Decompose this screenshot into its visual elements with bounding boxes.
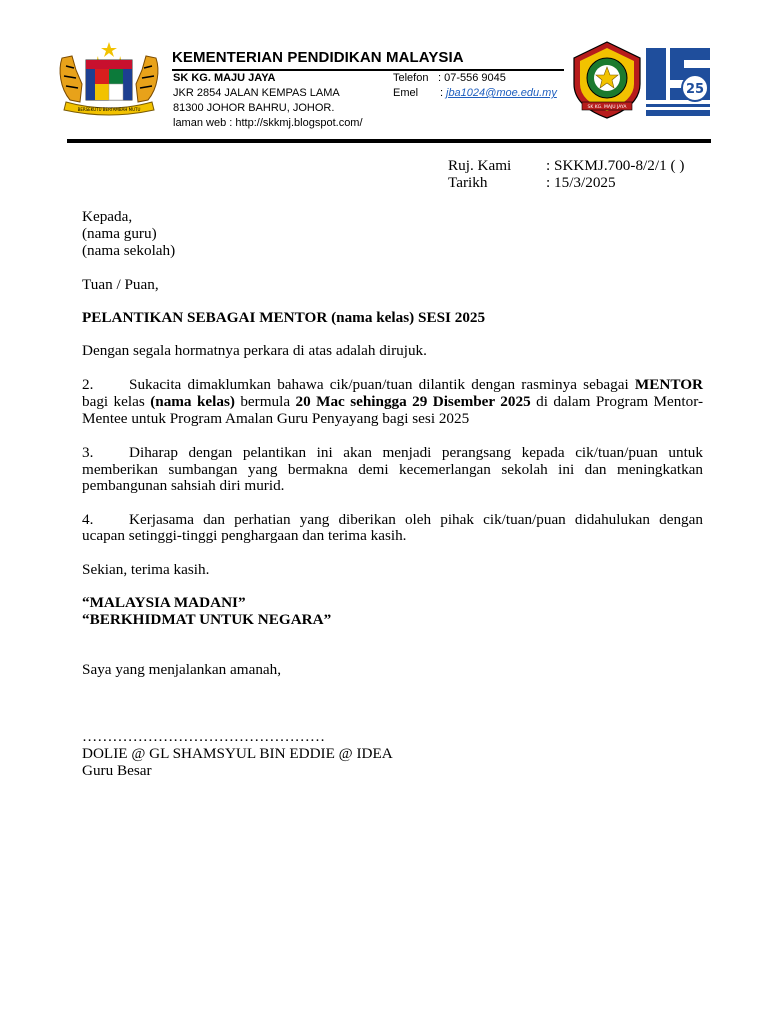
para2-text-b: bagi kelas xyxy=(82,393,151,410)
para2-mentor: MENTOR xyxy=(634,376,703,393)
slogan-2: “BERKHIDMAT UNTUK NEGARA” xyxy=(82,611,332,628)
para2-date-range: 20 Mac sehingga 29 Disember 2025 xyxy=(295,393,531,410)
school-logo-icon xyxy=(570,40,644,120)
email-link[interactable]: jba1024@moe.edu.my xyxy=(446,87,557,99)
ministry-name: KEMENTERIAN PENDIDIKAN MALAYSIA xyxy=(172,49,464,66)
para2-number: 2. xyxy=(82,376,94,393)
para4-text-1: Kerjasama dan perhatian yang diberikan oleh pihak cik/tuan/puan didahulukan dengan xyxy=(129,511,703,528)
para3-text-1: Diharap dengan pelantikan ini akan menjadi perangsang kepada cik/tuan/puan untuk xyxy=(129,444,703,461)
kpm-logo-number: 25 xyxy=(685,82,705,97)
para2-text-d: di dalam Program Mentor- xyxy=(530,393,704,410)
header-divider-thick xyxy=(67,139,711,143)
malaysia-coat-of-arms-icon xyxy=(58,40,160,116)
school-name: SK KG. MAJU JAYA xyxy=(173,72,276,84)
para2-line2 xyxy=(82,393,703,410)
recipient-to: Kepada, xyxy=(82,208,133,225)
reference-label: Ruj. Kami xyxy=(448,157,512,174)
header-divider-thin xyxy=(172,69,564,71)
closing-line: Sekian, terima kasih. xyxy=(82,561,210,578)
date-label: Tarikh xyxy=(448,174,488,191)
address-line-2: 81300 JOHOR BAHRU, JOHOR. xyxy=(173,102,335,114)
email-label: Emel xyxy=(393,87,419,99)
telephone-label: Telefon xyxy=(393,72,429,84)
recipient-teacher: (nama guru) xyxy=(82,225,157,242)
para2-text-a: Sukacita dimaklumkan bahawa cik/puan/tuan dilantik dengan rasminya sebagai xyxy=(129,376,635,393)
email-colon: : xyxy=(440,87,444,99)
para4-line1 xyxy=(82,511,703,528)
signatory-title: Guru Besar xyxy=(82,762,152,779)
para4-line2: ucapan setinggi-tinggi penghargaan dan terima kasih. xyxy=(82,527,407,544)
para2-text-c: bermula xyxy=(234,393,296,410)
telephone-value: : 07-556 9045 xyxy=(438,72,506,84)
para2-class-name: (nama kelas) xyxy=(150,393,235,410)
para4-number: 4. xyxy=(82,511,94,528)
website-line: laman web : http://skkmj.blogspot.com/ xyxy=(173,117,363,129)
trust-line: Saya yang menjalankan amanah, xyxy=(82,661,282,678)
letter-subject: PELANTIKAN SEBAGAI MENTOR (nama kelas) SESI 2025 xyxy=(82,309,486,326)
para2-line3: Mentee untuk Program Amalan Guru Penyayang bagi sesi 2025 xyxy=(82,410,470,427)
signature-line: ………………………………………… xyxy=(82,728,325,745)
para3-line3: pembangunan sahsiah diri murid. xyxy=(82,477,285,494)
address-line-1: JKR 2854 JALAN KEMPAS LAMA xyxy=(173,87,340,99)
para3-number: 3. xyxy=(82,444,94,461)
salutation: Tuan / Puan, xyxy=(82,276,159,293)
para3-line1 xyxy=(82,444,703,461)
reference-value: : SKKMJ.700-8/2/1 ( ) xyxy=(546,157,685,174)
crest-motto: BERSEKUTU BERTAMBAH MUTU xyxy=(77,107,141,112)
date-value: : 15/3/2025 xyxy=(546,174,616,191)
para3-line2: memberikan sumbangan yang bermakna demi kecemerlangan sekolah ini dan meningkatkan xyxy=(82,461,703,478)
signatory-name: DOLIE @ GL SHAMSYUL BIN EDDIE @ IDEA xyxy=(82,745,393,762)
school-logo-text: SK KG. MAJU JAYA xyxy=(587,105,627,110)
ministry-education-logo-icon xyxy=(644,44,714,120)
para2-line1 xyxy=(82,376,703,393)
recipient-school: (nama sekolah) xyxy=(82,242,176,259)
slogan-1: “MALAYSIA MADANI” xyxy=(82,594,246,611)
opening-sentence: Dengan segala hormatnya perkara di atas adalah dirujuk. xyxy=(82,342,427,359)
